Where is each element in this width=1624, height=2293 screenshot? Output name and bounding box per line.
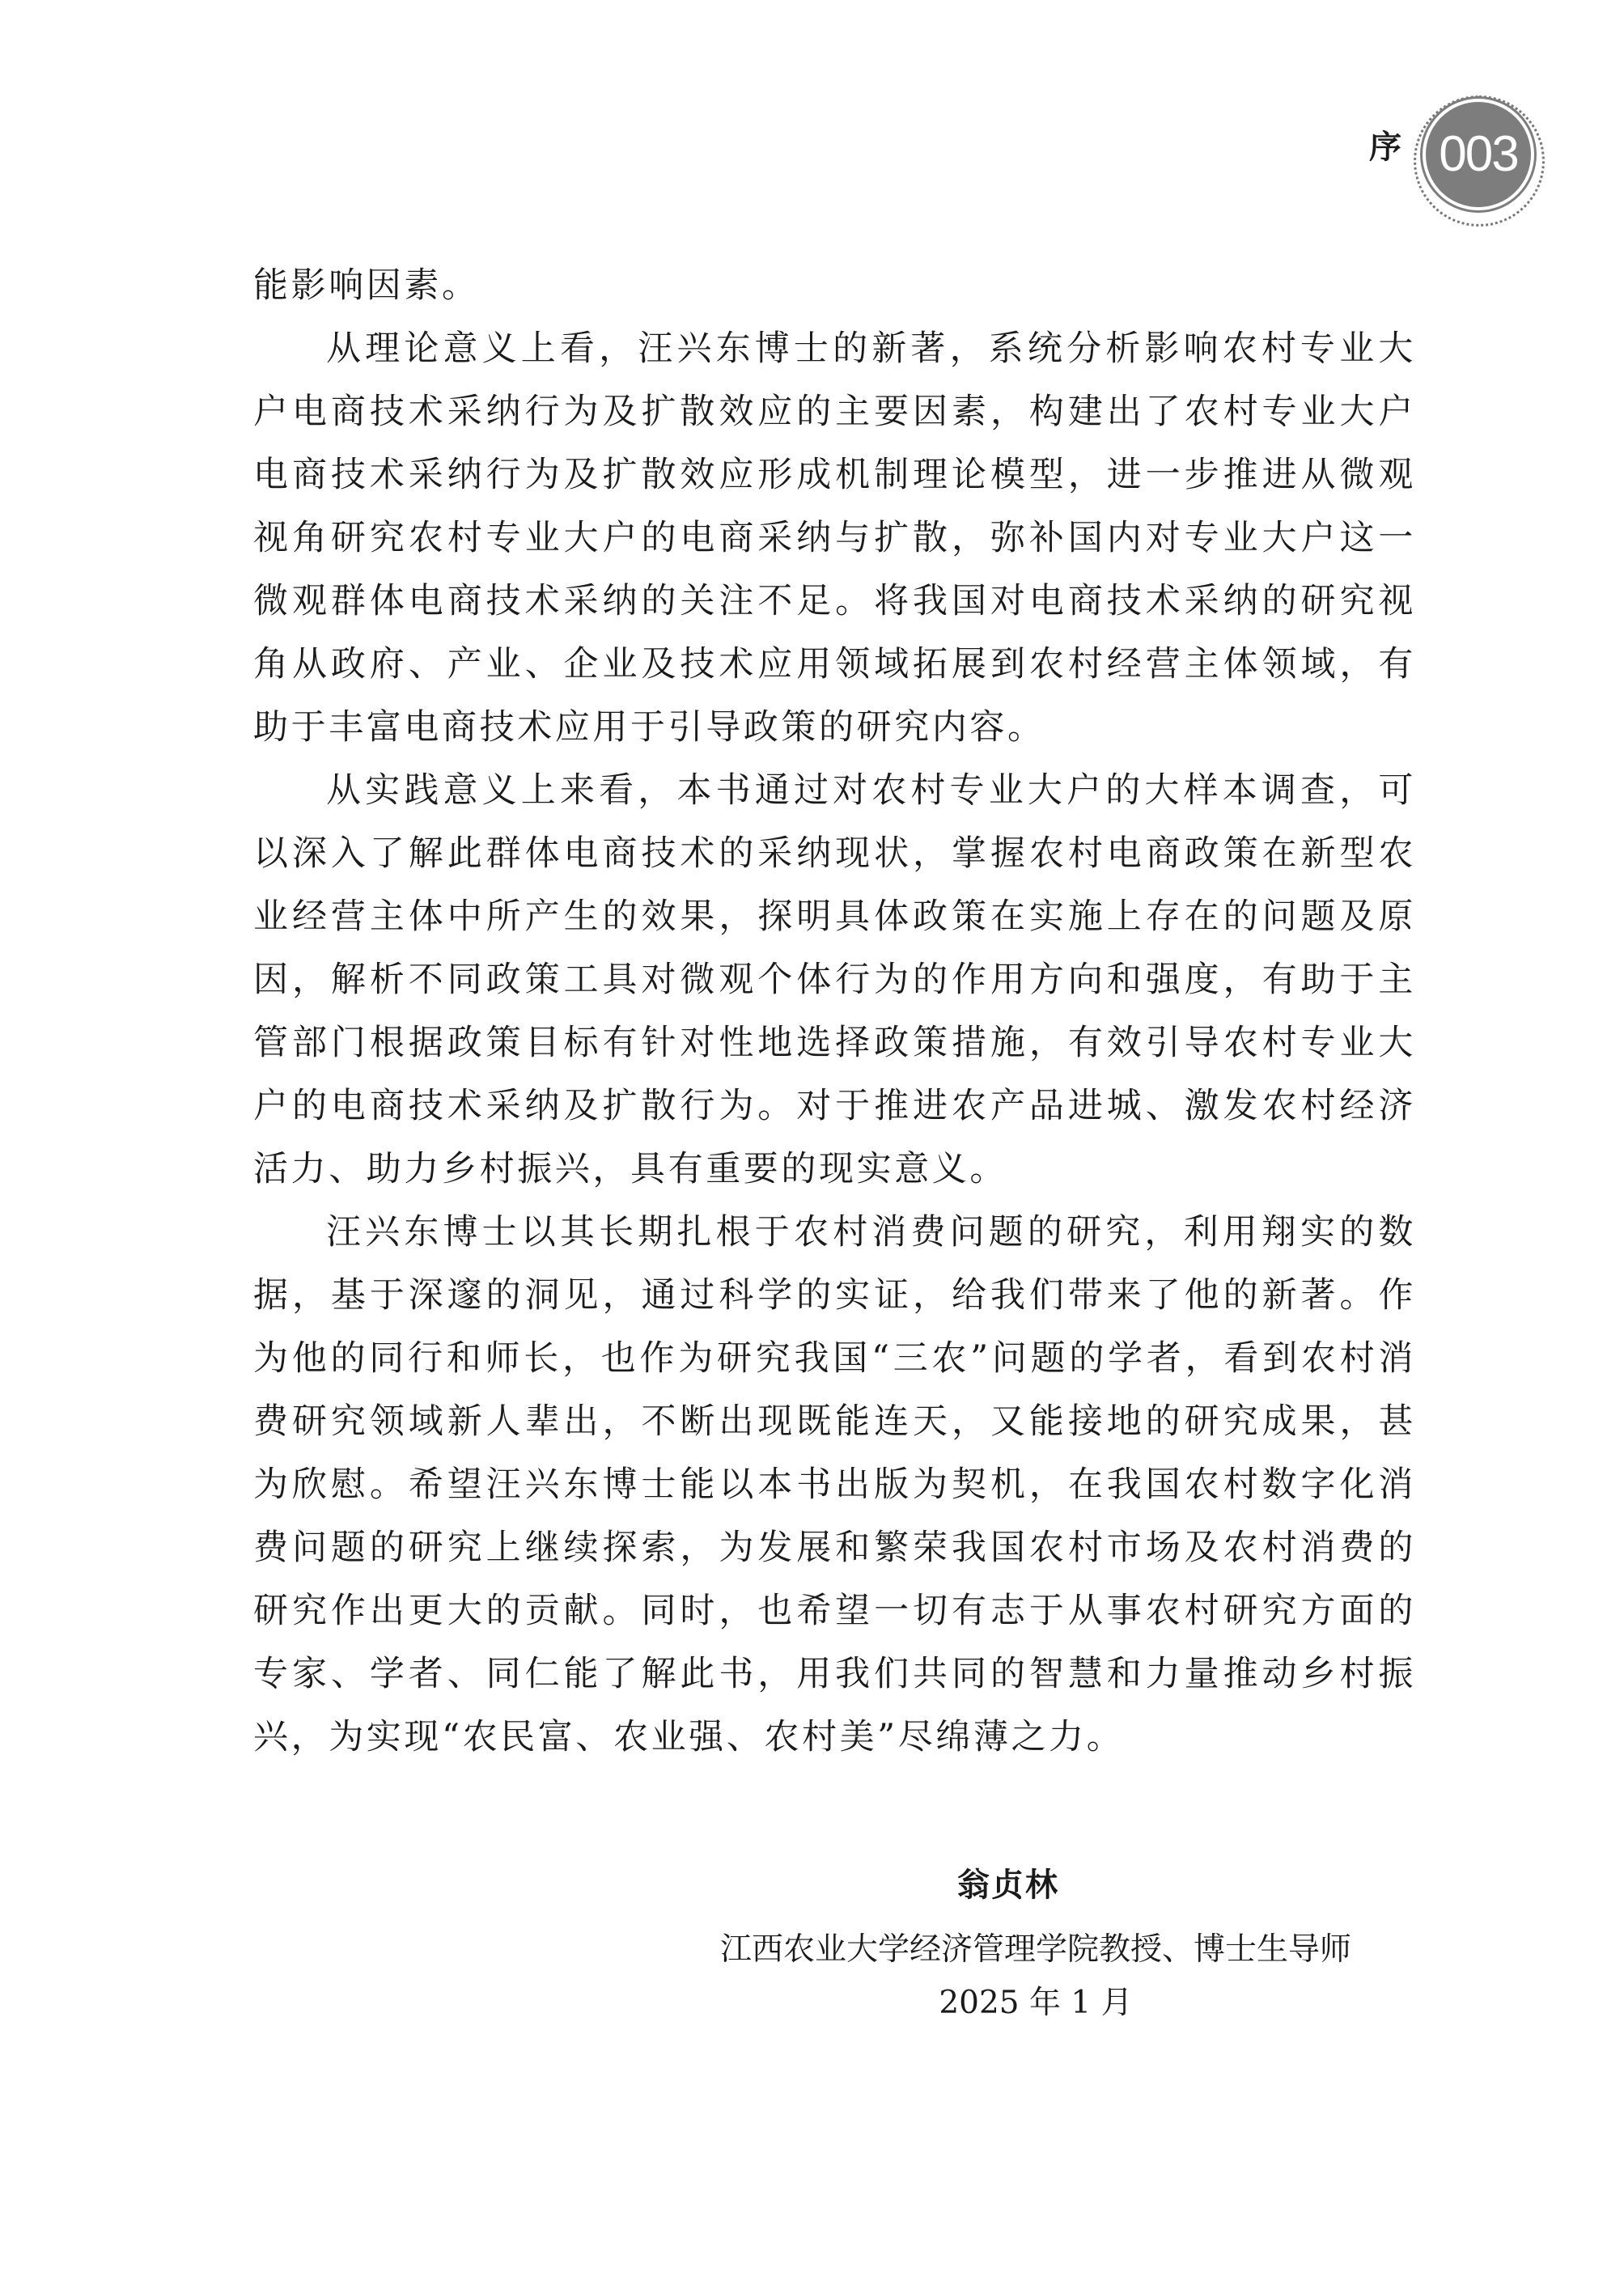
signature-date: 2025 年 1 月 [939,1985,1133,2021]
paragraph-theory: 从理论意义上看，汪兴东博士的新著，系统分析影响农村专业大户电商技术采纳行为及扩散效应的主要因素，构建出了农村专业大户电商技术采纳行为及扩散效应形成机制理论模型，进一步推进从微观视角研究农村专业大户的电商采纳与扩散，弥补国内对专业大户这一微观群体电商技术采纳的关注不足。将我国对电商技术采纳的研究视角从政府、产业、企业及技术应用领域拓展到农村经营主体领域，有助于丰富电商技术应用于引导政策的研究内容。 [253,328,1416,748]
paragraph-practice: 从实践意义上来看，本书通过对农村专业大户的大样本调查，可以深入了解此群体电商技术的采纳现状，掌握农村电商政策在新型农业经营主体中所产生的效果，探明具体政策在实施上存在的问题及原因，解析不同政策工具对微观个体行为的作用方向和强度，有助于主管部门根据政策目标有针对性地选择政策措施，有效引导农村专业大户的电商技术采纳及扩散行为。对于推进农产品进城、激发农村经济活力、助力乡村振兴，具有重要的现实意义。 [253,770,1416,1189]
paragraph-continuation: 能影响因素。 [253,265,480,306]
signature-name: 翁贞林 [957,1867,1059,1904]
preface-body [253,254,1416,1769]
signature-affiliation: 江西农业大学经济管理学院教授、博士生导师 [719,1931,1351,1968]
page-number-badge [1423,99,1534,210]
section-label: 序 [1369,129,1401,166]
paragraph-closing: 汪兴东博士以其长期扎根于农村消费问题的研究，利用翔实的数据，基于深邃的洞见，通过科学的实证，给我们带来了他的新著。作为他的同行和师长，也作为研究我国“三农”问题的学者，看到农村消费研究领域新人辈出，不断出现既能连天，又能接地的研究成果，甚为欣慰。希望汪兴东博士能以本书出版为契机，在我国农村数字化消费问题的研究上继续探索，为发展和繁荣我国农村市场及农村消费的研究作出更大的贡献。同时，也希望一切有志于从事农村研究方面的专家、学者、同仁能了解此书，用我们共同的智慧和力量推动乡村振兴，为实现“农民富、农业强、农村美”尽绵薄之力。 [253,1212,1416,1757]
page-number: 003 [1439,126,1518,182]
